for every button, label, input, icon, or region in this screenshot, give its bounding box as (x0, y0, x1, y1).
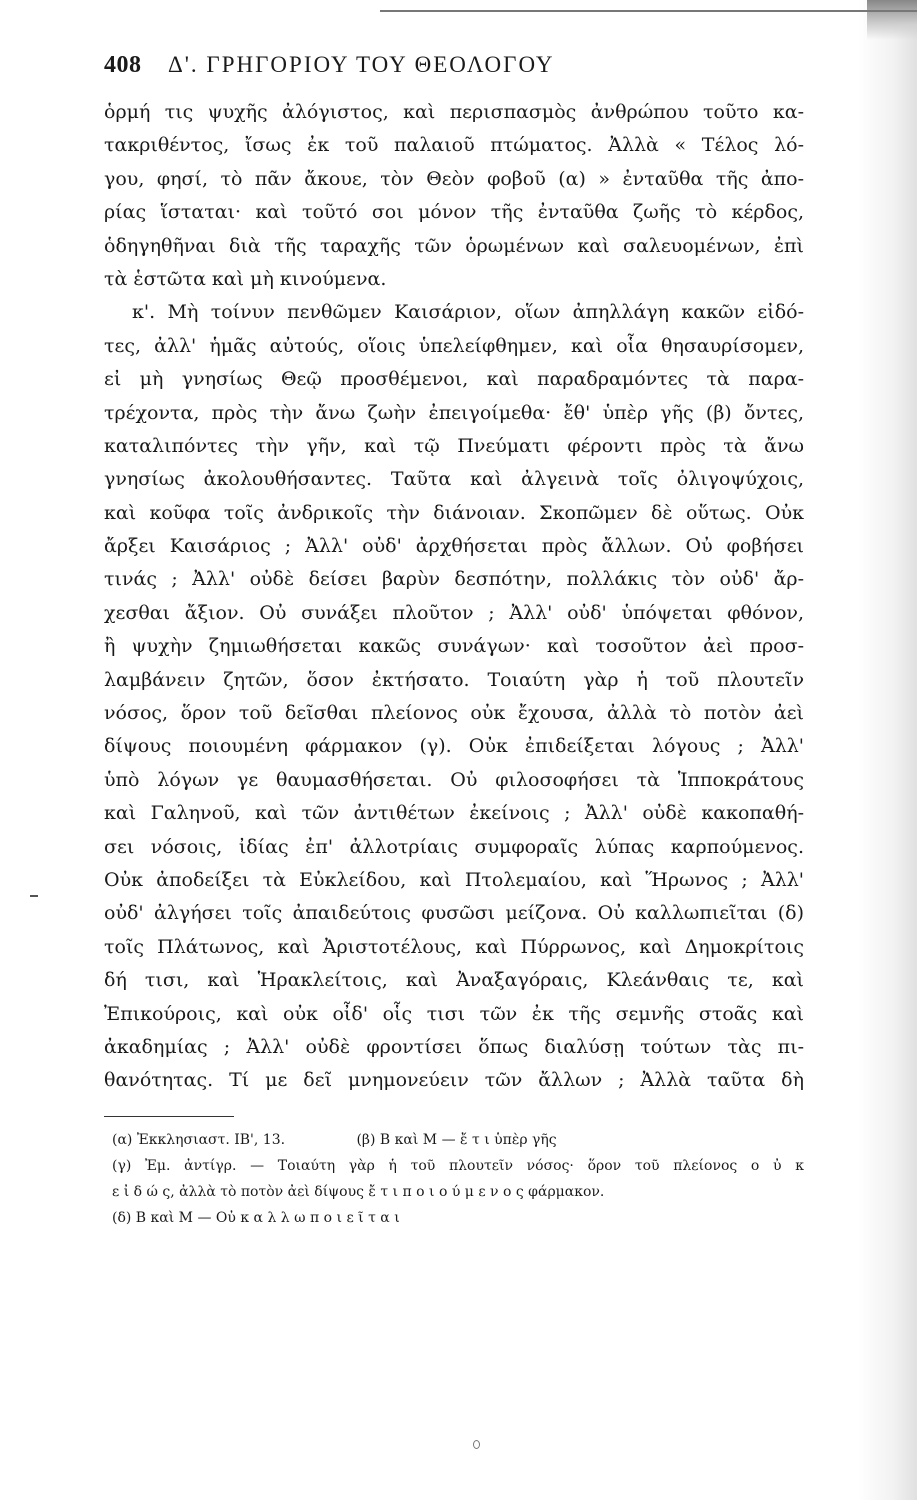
text-line: τὰ ἑστῶτα καὶ μὴ κινούμενα. (104, 267, 387, 290)
text-line: ὑπὸ λόγων γε θαυμασθήσεται. Οὐ φιλοσοφήσει τὰ Ἱπποκράτους (104, 768, 804, 791)
text-line: δή τισι, καὶ Ἡρακλείτοις, καὶ Ἀναξαγόραις, Κλεάνθαις τε, καὶ (104, 969, 804, 992)
text-line: τοῖς Πλάτωνος, καὶ Ἀριστοτέλους, καὶ Πύρρωνος, καὶ Δημοκρίτοις (104, 935, 804, 958)
text-line: τρέχοντα, πρὸς τὴν ἄνω ζωὴν ἐπειγοίμεθα· ἔθ' ὑπὲρ γῆς (β) ὄντες, (104, 401, 804, 424)
footnote-a: (α) Ἐκκλησιαστ. ΙΒ', 13. (112, 1131, 286, 1148)
text-line: Οὐκ ἀποδείξει τὰ Εὐκλείδου, καὶ Πτολεμαίου, καὶ Ἥρωνος ; Ἀλλ' (104, 868, 804, 891)
text-line: δίψους ποιουμένη φάρμακον (γ). Οὐκ ἐπιδείξεται λόγους ; Ἀλλ' (104, 735, 804, 758)
text-line: τακριθέντος, ἴσως ἐκ τοῦ παλαιοῦ πτώματος. Ἀλλὰ « Τέλος λό- (104, 134, 804, 157)
footnotes (104, 1127, 804, 1231)
text-line: θανότητας. Τί με δεῖ μνημονεύειν τῶν ἄλλων ; Ἀλλὰ ταῦτα δὴ (104, 1069, 804, 1092)
text-line: νόσος, ὅρον τοῦ δεῖσθαι πλείονος οὐκ ἔχουσα, ἀλλὰ τὸ ποτὸν ἀεὶ (104, 702, 804, 725)
footnote-d: (δ) Β καὶ Μ — Οὐ κ α λ λ ω π ο ι ε ῖ τ α ι (112, 1209, 400, 1226)
text-line: ὁδηγηθῆναι διὰ τῆς ταραχῆς τῶν ὁρωμένων καὶ σαλευομένων, ἐπὶ (104, 234, 804, 257)
text-line: σει νόσοις, ἰδίας ἐπ' ἀλλοτρίαις συμφοραῖς λύπας καρπούμενος. (104, 835, 804, 858)
text-line: ὁρμή τις ψυχῆς ἀλόγιστος, καὶ περισπασμὸς ἀνθρώπου τοῦτο κα- (104, 101, 804, 123)
text-line: χεσθαι ἄξιον. Οὐ συνάξει πλοῦτον ; Ἀλλ' οὐδ' ὑπόψεται φθόνον, (104, 601, 804, 624)
text-line: καταλιπόντες τὴν γῆν, καὶ τῷ Πνεύματι φέροντι πρὸς τὰ ἄνω (104, 434, 804, 457)
text-line: γου, φησί, τὸ πᾶν ἄκουε, τὸν Θεὸν φοβοῦ (α) » ἐνταῦθα τῆς ἀπο- (104, 167, 804, 190)
running-head: Δ'. ΓΡΗΓΟΡΙΟΥ ΤΟΥ ΘΕΟΛΟΓΟΥ (168, 52, 555, 77)
footnote-line (112, 1127, 804, 1153)
scan-edge-shadow (857, 0, 917, 1500)
text-line: γνησίως ἀκολουθήσαντες. Ταῦτα καὶ ἀλγεινὰ τοῖς ὀλιγοψύχοις, (104, 468, 804, 491)
footnote-b: (β) Β καὶ Μ — ἔ τ ι ὑπὲρ γῆς (356, 1131, 557, 1148)
text-line: εἰ μὴ γνησίως Θεῷ προσθέμενοι, καὶ παραδραμόντες τὰ παρα- (104, 368, 804, 391)
text-line: τες, ἀλλ' ἡμᾶς αὐτούς, οἵοις ὑπελείφθημεν, καὶ οἷα θησαυρίσομεν, (104, 334, 804, 357)
text-line: λαμβάνειν ζητῶν, ὅσον ἐκτήσατο. Τοιαύτη γὰρ ἡ τοῦ πλουτεῖν (104, 668, 804, 691)
section-start-line: κ'. Μὴ τοίνυν πενθῶμεν Καισάριον, οἵων ἀπηλλάγη κακῶν εἰδό- (132, 301, 804, 324)
text-line: ρίας ἵσταται· καὶ τοῦτό σοι μόνον τῆς ἐνταῦθα ζωῆς τὸ κέρδος, (104, 201, 804, 224)
page-number: 408 (104, 52, 142, 78)
text-line: τινάς ; Ἀλλ' οὐδὲ δείσει βαρὺν δεσπότην, πολλάκις τὸν οὐδ' ἄρ- (104, 568, 804, 591)
text-line: καὶ κοῦφα τοῖς ἀνδρικοῖς τὴν διάνοιαν. Σκοπῶμεν δὲ οὕτως. Οὐκ (104, 501, 804, 524)
text-line: ἄρξει Καισάριος ; Ἀλλ' οὐδ' ἀρχθήσεται πρὸς ἄλλων. Οὐ φοβήσει (104, 535, 804, 558)
page-header (104, 52, 804, 92)
footnote-c-line-2: ε ἰ δ ώ ς, ἀλλὰ τὸ ποτὸν ἀεὶ δίψους ἔ τ ι π ο ι ο ύ μ ε ν ο ς φάρμακον. (112, 1183, 605, 1200)
text-line: ἢ ψυχὴν ζημιωθήσεται κακῶς συνάγων· καὶ τοσοῦτον ἀεὶ προσ- (104, 635, 804, 658)
book-page (104, 52, 804, 1231)
scan-corner-mark (867, 0, 917, 40)
footnote-rule (104, 1116, 234, 1117)
text-line: καὶ Γαληνοῦ, καὶ τῶν ἀντιθέτων ἐκείνοις ; Ἀλλ' οὐδὲ κακοπαθή- (104, 802, 804, 825)
body-text (104, 96, 804, 1098)
scan-top-line (380, 10, 917, 12)
text-line: Ἐπικούροις, καὶ οὐκ οἶδ' οἷς τισι τῶν ἐκ τῆς σεμνῆς στοᾶς καὶ (104, 1002, 804, 1025)
scan-speck (473, 1440, 480, 1449)
footnote-c-line-1: (γ) Ἐμ. ἀντίγρ. — Τοιαύτη γὰρ ἡ τοῦ πλουτεῖν νόσος· ὅρον τοῦ πλείονος ο ὐ κ (112, 1157, 804, 1174)
text-line: ἀκαδημίας ; Ἀλλ' οὐδὲ φροντίσει ὅπως διαλύσῃ τούτων τὰς πι- (104, 1035, 804, 1058)
text-line: οὐδ' ἀλγήσει τοῖς ἀπαιδεύτοις φυσῶσι μείζονα. Οὐ καλλωπιεῖται (δ) (104, 902, 804, 925)
margin-mark (30, 895, 38, 897)
